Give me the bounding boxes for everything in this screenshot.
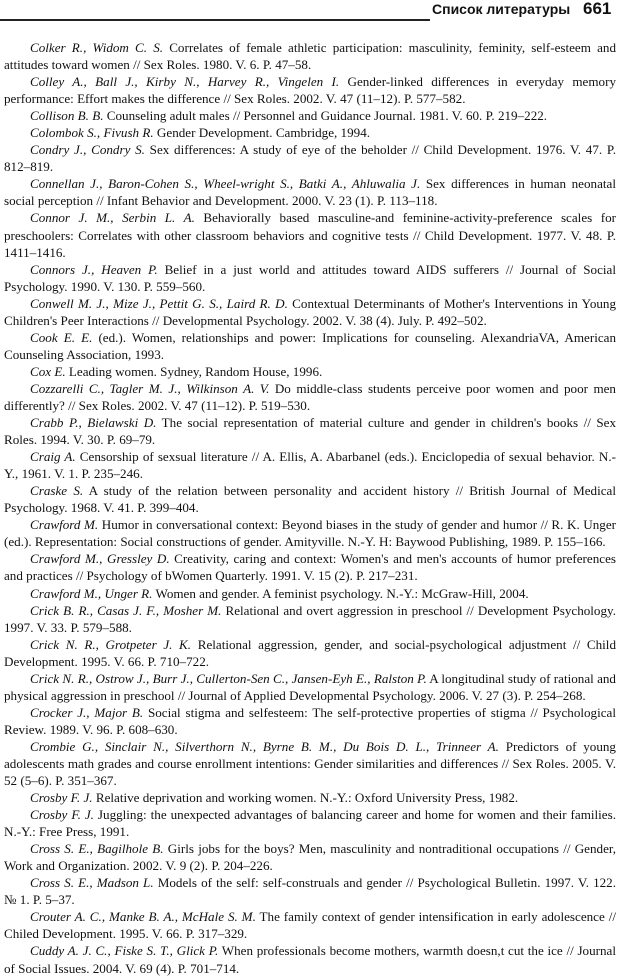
entry-authors: Cook E. E. xyxy=(30,329,93,345)
bibliography-list xyxy=(4,39,616,977)
entry-text: The social representation of material culture and gender in children's books // Sex Roles. 1994. V. 30. P. 69–79. xyxy=(4,415,616,448)
entry-authors: Crick N. R., Ostrow J., Burr J., Cullerton-Sen C., Jansen-Eyh E., Ralston P. xyxy=(30,670,427,686)
entry-text: Predictors of young adolescents math grades and course enrollment intentions: Gender similarities and differences // Sex Roles. 2005. V. 52 (5–6). P. 351–367. xyxy=(4,738,616,789)
bibliography-entry xyxy=(4,73,616,107)
entry-text: Relational aggression, gender, and social-psychological adjustment // Child Development. 1995. V. 66. P. 710–722. xyxy=(4,636,616,669)
bibliography-entry xyxy=(4,141,616,175)
running-header xyxy=(0,0,620,22)
entry-text: Gender-linked differences in everyday memory performance: Effort makes the difference // Sex Roles. 2002. V. 47 (11–12). P. 577–582. xyxy=(4,74,617,107)
entry-text: Social stigma and selfesteem: The self-protective properties of stigma // Psychological Review. 1989. V. 96. P. 608–630. xyxy=(4,704,616,737)
entry-authors: Connor J. M., Serbin L. A. xyxy=(30,210,195,226)
bibliography-entry xyxy=(4,329,616,363)
bibliography-entry xyxy=(4,585,616,602)
entry-text: The family context of gender intensification in early adolescence // Chiled Development. 1995. V. 66. P. 317–329. xyxy=(4,909,616,942)
entry-authors: Crawford M. xyxy=(30,517,99,533)
entry-text: Correlates of female athletic participation: masculinity, feminity, self-esteem and attitudes toward women // Sex Roles. 1980. V. 6. P. 47–58. xyxy=(4,40,616,73)
entry-authors: Colker R., Widom C. S. xyxy=(30,40,164,55)
bibliography-entry xyxy=(4,789,616,806)
bibliography-entry xyxy=(4,806,616,840)
entry-text: Creativity, caring and context: Women's and men's accounts of humor preferences and practices // Psychology of bWomen Quarterly. 1991. V. 15 (2). P. 217–231. xyxy=(4,551,616,584)
bibliography-entry xyxy=(4,704,616,738)
bibliography-entry xyxy=(4,636,616,670)
entry-text: Do middle-class students perceive poor women and poor men differently? // Sex Roles. 2002. V. 47 (11–12). P. 519–530. xyxy=(4,380,616,413)
entry-text: Women and gender. A feminist psychology. N.-Y.: McGraw-Hill, 2004. xyxy=(152,585,529,601)
entry-text: A study of the relation between personality and accident history // British Journal of Medical Psychology. 1968. V. 41. P. 399–404. xyxy=(4,483,616,516)
bibliography-entry xyxy=(4,516,616,550)
entry-text: When professionals become mothers, warmth doesn,t cut the ice // Journal of Social Issues. 2004. V. 69 (4). P. 701–714. xyxy=(4,943,616,976)
entry-authors: Connors J., Heaven P. xyxy=(30,261,158,277)
entry-authors: Craig A. xyxy=(30,449,76,465)
bibliography-entry xyxy=(4,414,616,448)
entry-text: Humor in conversational context: Beyond biases in the study of gender and humor // R. K. Unger (ed.). Representation: Social constructions of gender. Amityville. N.-Y. H: Baywood Publishing, 1989. P. 155–166. xyxy=(4,517,616,550)
entry-authors: Crouter A. C., Manke B. A., McHale S. M. xyxy=(30,909,256,925)
bibliography-entry xyxy=(4,107,616,124)
entry-text: Counseling adult males // Personnel and Guidance Journal. 1981. V. 60. P. 219–222. xyxy=(103,108,548,124)
entry-authors: Crombie G., Sinclair N., Silverthorn N., Byrne B. M., Du Bois D. L., Trinneer A. xyxy=(30,738,499,754)
entry-authors: Crawford M., Unger R. xyxy=(30,585,153,601)
entry-authors: Craske S. xyxy=(30,483,84,499)
entry-text: Relative deprivation and working women. N.-Y.: Oxford University Press, 1982. xyxy=(92,790,519,806)
bibliography-entry xyxy=(4,175,616,209)
bibliography-entry xyxy=(4,942,616,976)
entry-authors: Crosby F. J. xyxy=(30,807,94,823)
entry-authors: Crick N. R., Grotpeter J. K. xyxy=(30,636,192,652)
entry-authors: Cuddy A. J. C., Fiske S. T., Glick P. xyxy=(30,943,219,959)
header-rule xyxy=(0,19,430,21)
entry-authors: Connellan J., Baron-Cohen S., Wheel-wright S., Batki A., Ahluwalia J. xyxy=(30,176,421,192)
entry-authors: Crocker J., Major B. xyxy=(30,704,144,720)
entry-authors: Crosby F. J. xyxy=(30,790,93,806)
bibliography-entry xyxy=(4,261,616,295)
entry-authors: Conwell M. J., Mize J., Pettit G. S., Laird R. D. xyxy=(30,295,288,311)
bibliography-entry xyxy=(4,448,616,482)
bibliography-entry xyxy=(4,295,616,329)
entry-text: Gender Development. Cambridge, 1994. xyxy=(153,125,371,141)
entry-text: Behaviorally based masculine-and feminine-activity-preference scales for preschoolers: Correlates with other classroom behaviors and cognitive tests // Child Development. 1977. V. 48. P. 1411–1416. xyxy=(4,210,616,260)
entry-authors: Collison B. B. xyxy=(30,108,104,124)
bibliography-entry xyxy=(4,482,616,516)
entry-authors: Condry J., Condry S. xyxy=(30,142,145,158)
entry-text: Sex differences in human neonatal social perception // Infant Behavior and Development. 2000. V. 23 (1). P. 113–118. xyxy=(4,176,616,209)
bibliography-entry xyxy=(4,670,616,704)
entry-text: Relational and overt aggression in preschool // Development Psychology. 1997. V. 33. P. 579–588. xyxy=(4,602,616,635)
entry-authors: Colombok S., Fivush R. xyxy=(30,125,154,141)
entry-authors: Cross S. E., Madson L. xyxy=(30,875,154,891)
entry-text: (ed.). Women, relationships and power: Implications for counseling. AlexandriaVA, American Counseling Association, 1993. xyxy=(4,329,616,362)
entry-text: Juggling: the unexpected advantages of balancing career and home for women and their families. N.-Y.: Free Press, 1991. xyxy=(4,807,616,840)
entry-text: Sex differences: A study of eye of the beholder // Child Development. 1976. V. 47. P. 812–819. xyxy=(4,142,616,175)
entry-authors: Colley A., Ball J., Kirby N., Harvey R., Vingelen I. xyxy=(30,74,340,90)
entry-authors: Crabb P., Bielawski D. xyxy=(30,415,157,431)
bibliography-entry xyxy=(4,209,616,260)
entry-text: Censorship of sexsual literature // A. Ellis, A. Abarbanel (eds.). Enciclopedia of sexual behavior. N.-Y., 1961. V. 1. P. 235–246. xyxy=(4,449,617,482)
entry-text: Models of the self: self-construals and gender // Psychological Bulletin. 1997. V. 122. № 1. P. 5–37. xyxy=(4,875,616,908)
bibliography-entry xyxy=(4,908,616,942)
header-title: Список литературы xyxy=(432,1,571,17)
entry-authors: Cozzarelli C., Tagler M. J., Wilkinson A. V. xyxy=(30,380,270,396)
entry-text: Contextual Determinants of Mother's Interventions in Young Children's Peer Interactions // Developmental Psychology. 2002. V. 38 (4). July. P. 492–502. xyxy=(4,295,617,328)
bibliography-entry xyxy=(4,124,616,141)
bibliography-entry xyxy=(4,874,616,908)
entry-text: Leading women. Sydney, Random House, 1996. xyxy=(65,363,323,379)
entry-authors: Crick B. R., Casas J. F., Mosher M. xyxy=(30,602,222,618)
bibliography-entry xyxy=(4,840,616,874)
entry-authors: Cross S. E., Bagilhole B. xyxy=(30,841,164,857)
entry-authors: Crawford M., Gressley D. xyxy=(30,551,170,567)
bibliography-entry xyxy=(4,550,616,584)
entry-authors: Cox E. xyxy=(30,363,66,379)
page-number: 661 xyxy=(583,0,612,18)
bibliography-entry xyxy=(4,602,616,636)
bibliography-entry xyxy=(4,363,616,380)
bibliography-entry xyxy=(4,380,616,414)
bibliography-entry xyxy=(4,39,616,73)
entry-text: Belief in a just world and attitudes toward AIDS sufferers // Journal of Social Psychology. 1990. V. 130. P. 559–560. xyxy=(4,261,616,294)
bibliography-entry xyxy=(4,738,616,789)
entry-text: Girls jobs for the boys? Men, masculinity and nontraditional occupations // Gender, Work and Organization. 2002. V. 9 (2). P. 204–226. xyxy=(4,841,616,874)
entry-text: A longitudinal study of rational and physical aggression in preschool // Journal of Applied Developmental Psychology. 2006. V. 27 (3). P. 254–268. xyxy=(4,670,616,703)
